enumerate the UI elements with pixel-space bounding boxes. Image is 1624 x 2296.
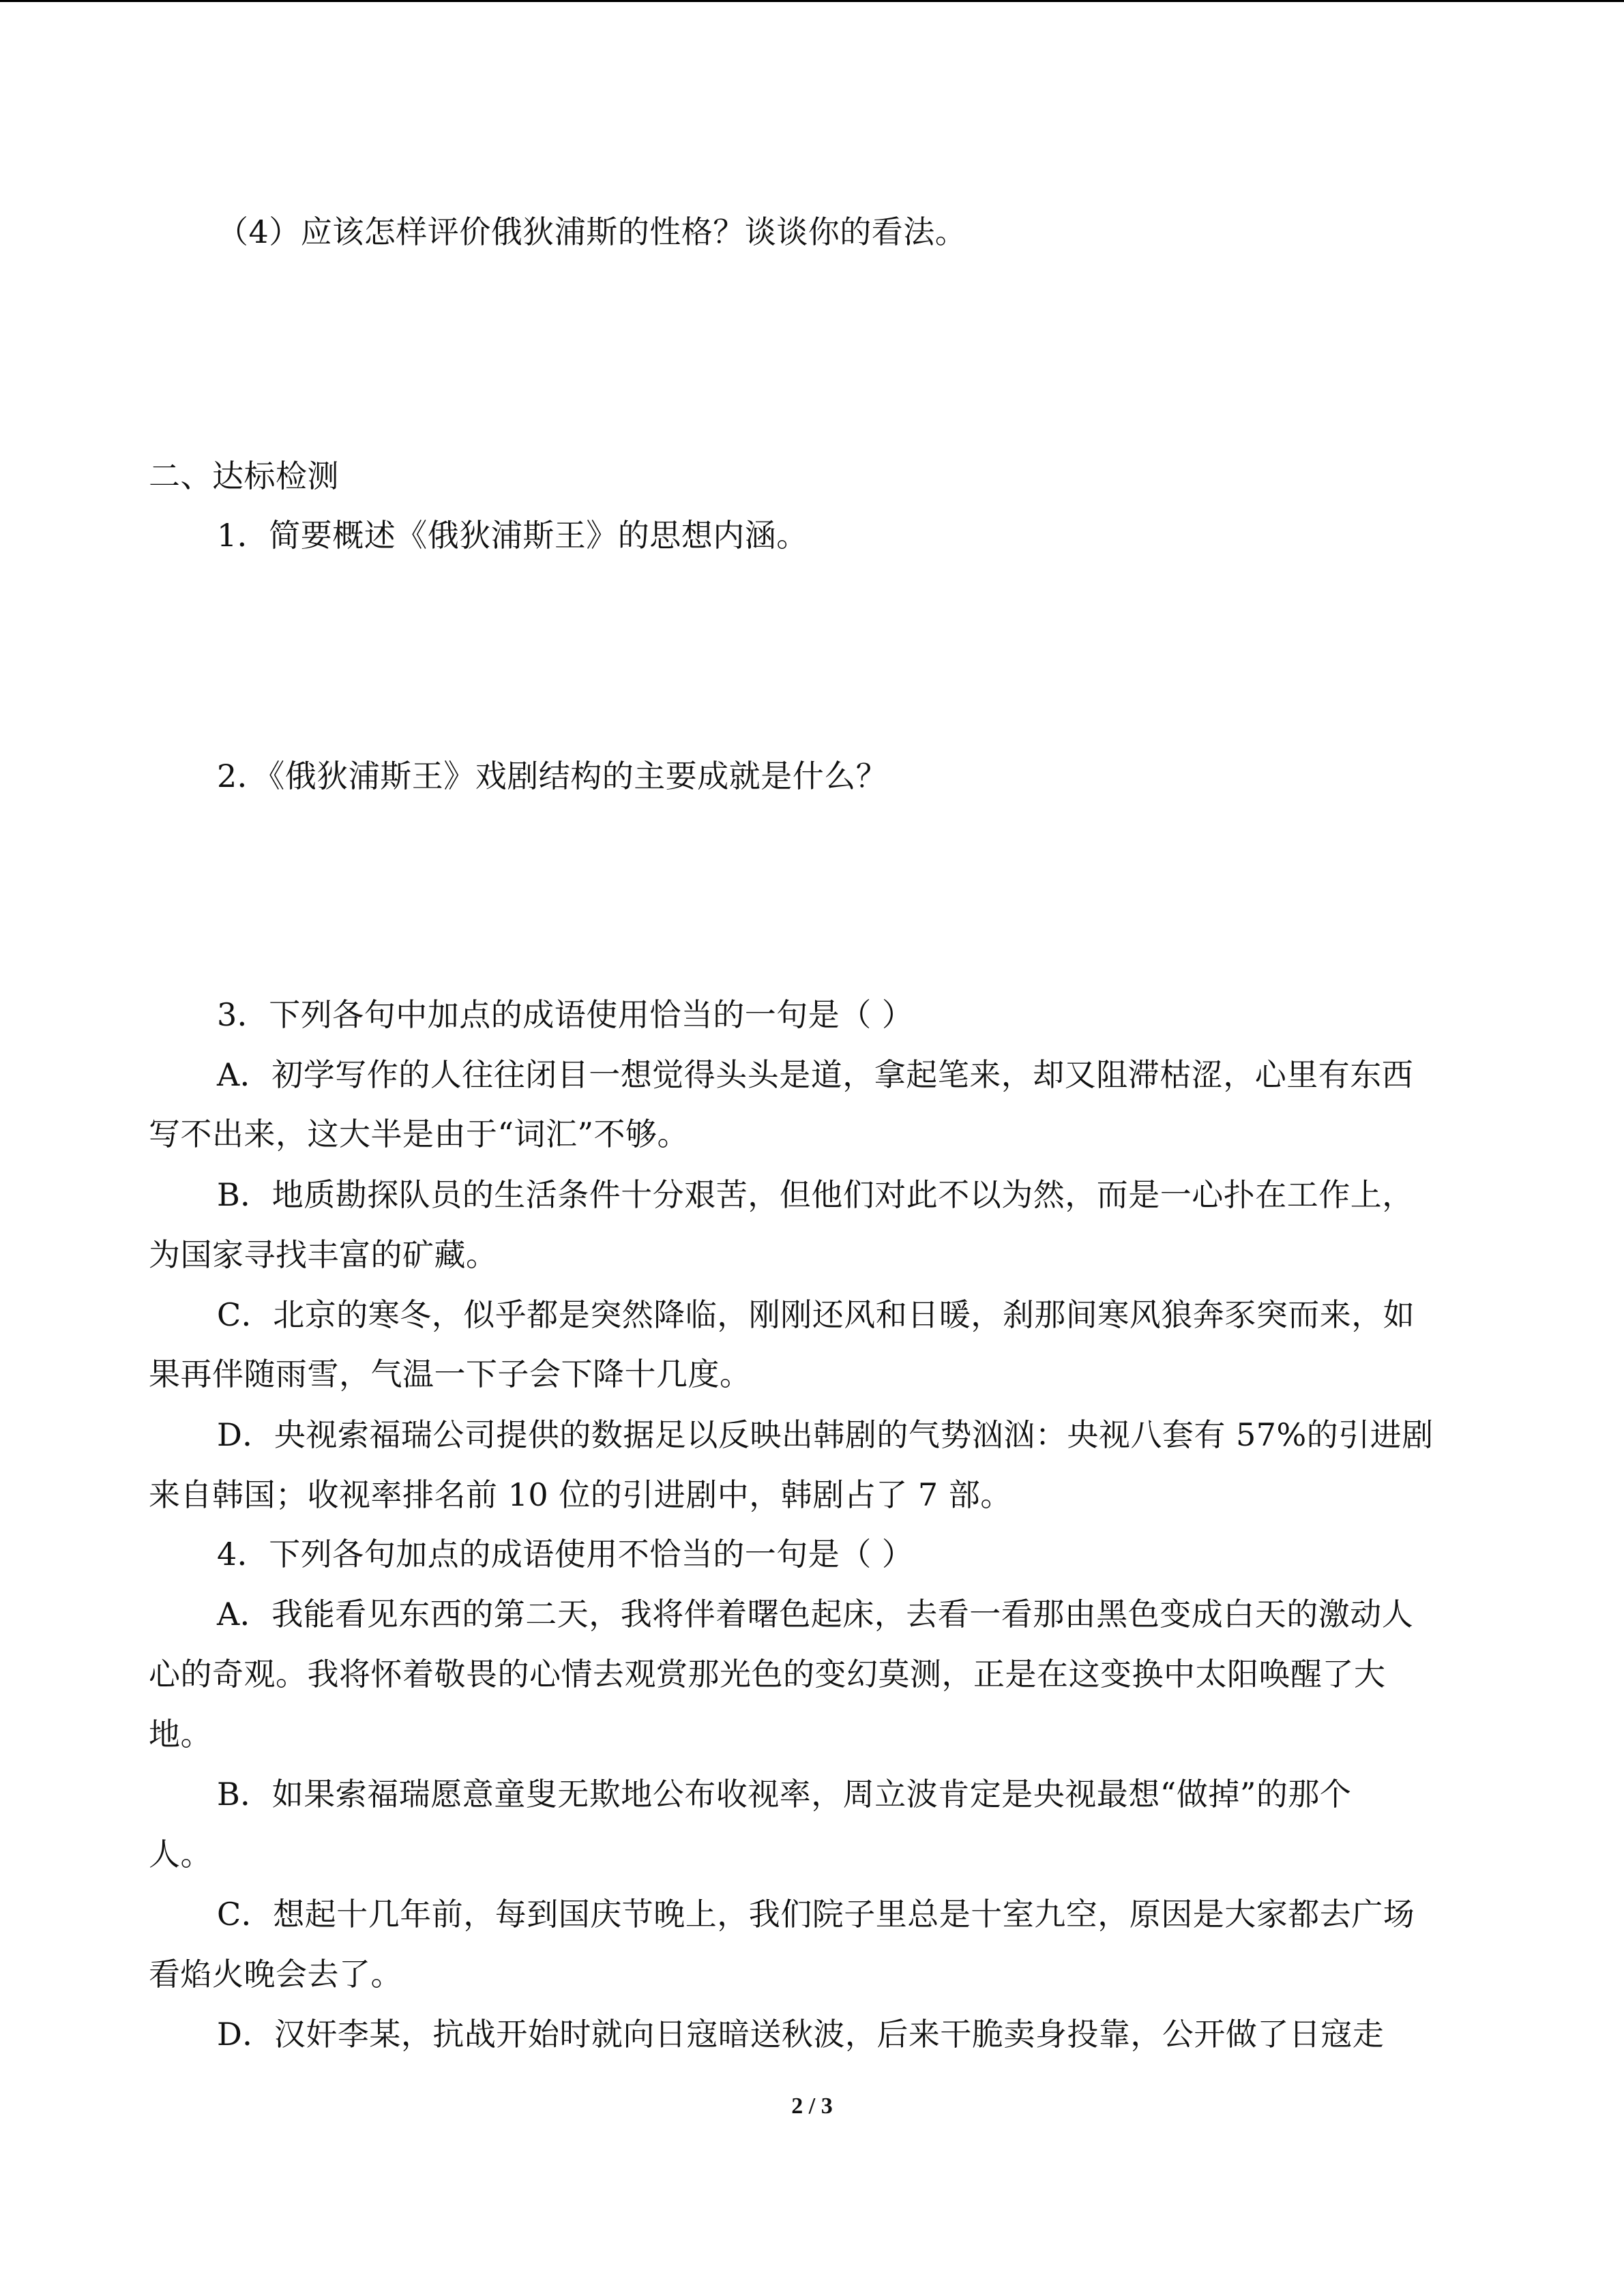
question-4-option-b: B．如果索福瑞愿意童叟无欺地公布收视率，周立波肯定是央视最想“做掉”的那个 <box>217 1776 1352 1813</box>
question-4-stem: 4．下列各句加点的成语使用不恰当的一句是（ ） <box>217 1536 914 1572</box>
question-3-option-d-cont: 来自韩国；收视率排名前 10 位的引进剧中，韩剧占了 7 部。 <box>149 1476 1012 1513</box>
top-border-line <box>0 0 1624 2</box>
question-3-option-c-cont: 果再伴随雨雪，气温一下子会下降十几度。 <box>149 1356 752 1392</box>
page-number: 2 / 3 <box>791 2093 833 2119</box>
question-4-option-a: A．我能看见东西的第二天，我将伴着曙色起床，去看一看那由黑色变成白天的激动人 <box>217 1596 1414 1632</box>
question-3-option-b-cont: 为国家寻找丰富的矿藏。 <box>149 1236 498 1273</box>
question-3-option-a: A．初学写作的人往往闭目一想觉得头头是道，拿起笔来，却又阻滞枯涩，心里有东西 <box>217 1056 1414 1093</box>
question-4-option-b-cont: 人。 <box>149 1836 212 1873</box>
question-3-option-b: B．地质勘探队员的生活条件十分艰苦，但他们对此不以为然，而是一心扑在工作上， <box>217 1176 1414 1213</box>
question-3-option-d: D．央视索福瑞公司提供的数据足以反映出韩剧的气势汹汹：央视八套有 57%的引进剧 <box>217 1416 1434 1453</box>
question-3-stem: 3．下列各句中加点的成语使用恰当的一句是（ ） <box>217 996 914 1033</box>
question-4-option-c-cont: 看焰火晚会去了。 <box>149 1956 402 1993</box>
question-4-option-a-cont: 心的奇观。我将怀着敬畏的心情去观赏那光色的变幻莫测，正是在这变换中太阳唤醒了大 <box>149 1656 1386 1693</box>
question-2: 2．《俄狄浦斯王》戏剧结构的主要成就是什么？ <box>217 758 888 794</box>
question-1: 1．简要概述《俄狄浦斯王》的思想内涵。 <box>217 517 808 554</box>
section-title: 二、达标检测 <box>149 458 339 494</box>
question-4-option-a-cont2: 地。 <box>149 1716 212 1753</box>
question-4-option-c: C．想起十几年前，每到国庆节晚上，我们院子里总是十室九空，原因是大家都去广场 <box>217 1896 1415 1933</box>
question-3-option-c: C．北京的寒冬，似乎都是突然降临，刚刚还风和日暖，刹那间寒风狼奔豕突而来，如 <box>217 1296 1415 1333</box>
question-4-option-d: D．汉奸李某，抗战开始时就向日寇暗送秋波，后来干脆卖身投靠，公开做了日寇走 <box>217 2016 1385 2053</box>
question-3-option-a-cont: 写不出来，这大半是由于“词汇”不够。 <box>149 1116 690 1152</box>
question-4-part: （4）应该怎样评价俄狄浦斯的性格？谈谈你的看法。 <box>217 213 967 250</box>
